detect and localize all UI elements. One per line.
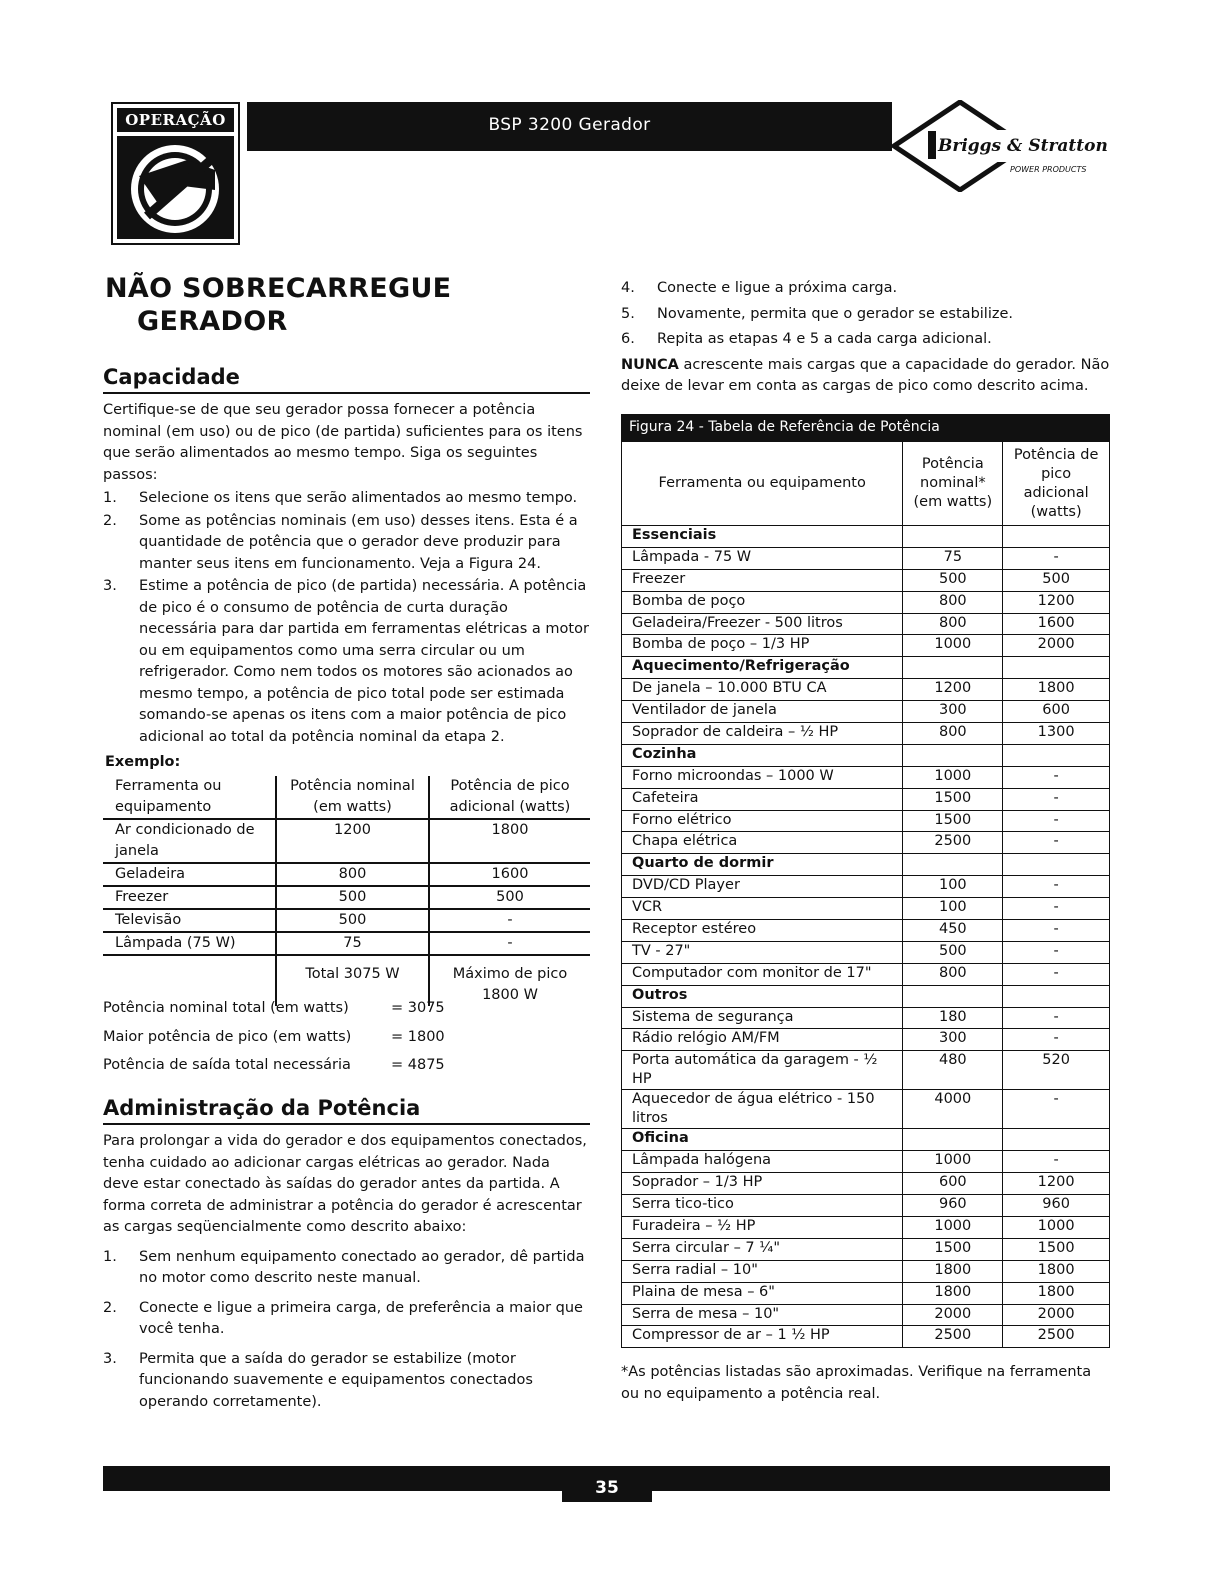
category-name: Aquecimento/Refrigeração <box>622 657 903 679</box>
table-cell: 1000 <box>903 1216 1003 1238</box>
table-cell: Geladeira <box>103 863 276 886</box>
category-name: Essenciais <box>622 526 903 548</box>
table-cell: 1800 <box>903 1260 1003 1282</box>
table-cell: - <box>1003 1090 1110 1129</box>
table-cell: 800 <box>903 613 1003 635</box>
list-text: Selecione os itens que serão alimentados ao mesmo tempo. <box>139 490 578 506</box>
list-item <box>103 1349 590 1414</box>
table-cell: 1000 <box>1003 1216 1110 1238</box>
table-cell: - <box>1003 832 1110 854</box>
table-row <box>622 701 1110 723</box>
table-row <box>622 679 1110 701</box>
list-text: Conecte e ligue a primeira carga, de preferência a maior que você tenha. <box>139 1299 583 1337</box>
list-text: Estime a potência de pico (de partida) necessária. A potência de pico é o consumo de potência de curta duração necessária para dar partida em ferramentas elétricas a motor ou em equipamentos como uma serra circular ou um refrigerador. Como nem todos os motores são acionados ao mesmo tempo, a potência de pico total pode ser estimada somando-se apenas os itens com a maior potência de pico adicional ao total da potência nominal da etapa 2. <box>139 578 589 745</box>
list-item <box>621 329 1110 351</box>
brand-sub: POWER PRODUCTS <box>1010 165 1087 174</box>
capacidade-intro: Certifique-se de que seu gerador possa fornecer a potência nominal (em uso) ou de pico (de partida) suficientes para os itens que serão alimentados ao mesmo tempo. Siga os seguintes passos: <box>103 402 583 483</box>
table-cell: Aquecedor de água elétrico - 150 litros <box>622 1090 903 1129</box>
list-text: Sem nenhum equipamento conectado ao gerador, dê partida no motor como descrito neste manual. <box>139 1248 585 1286</box>
category-row <box>622 854 1110 876</box>
table-cell: 1500 <box>1003 1238 1110 1260</box>
table-row <box>622 941 1110 963</box>
table-row <box>622 613 1110 635</box>
table-row <box>622 723 1110 745</box>
list-item <box>621 278 1110 300</box>
table-row <box>622 963 1110 985</box>
main-title-line2: GERADOR <box>137 306 288 337</box>
category-name: Oficina <box>622 1129 903 1151</box>
table-cell: - <box>507 935 513 951</box>
table-cell: Porta automática da garagem - ½ HP <box>622 1051 903 1090</box>
table-row <box>622 591 1110 613</box>
table-cell: - <box>1003 876 1110 898</box>
table-cell: Serra circular – 7 ¼" <box>622 1238 903 1260</box>
right-steps <box>621 278 1110 351</box>
administracao-heading: Administração da Potência <box>103 1096 590 1125</box>
table-cell: 1200 <box>1003 1173 1110 1195</box>
table-cell: Lâmpada (75 W) <box>103 932 276 955</box>
table-cell: 2500 <box>903 1326 1003 1348</box>
ex-header: Potência de pico adicional (watts) <box>449 778 571 815</box>
list-number: 1. <box>103 490 117 506</box>
table-cell: 800 <box>276 863 429 886</box>
table-cell: - <box>1003 1007 1110 1029</box>
table-row <box>622 810 1110 832</box>
table-row <box>622 1260 1110 1282</box>
table-cell: 1000 <box>903 1151 1003 1173</box>
table-cell: 1000 <box>903 766 1003 788</box>
table-row <box>103 819 590 863</box>
list-item <box>103 511 590 576</box>
table-cell: - <box>1003 898 1110 920</box>
administracao-section <box>103 1096 590 1421</box>
table-cell: 800 <box>903 591 1003 613</box>
list-item <box>103 1298 590 1341</box>
table-cell: - <box>507 912 513 928</box>
table-cell: 500 <box>903 941 1003 963</box>
table-cell: 500 <box>496 889 524 905</box>
table-cell: Forno elétrico <box>622 810 903 832</box>
list-number: 6. <box>621 331 635 347</box>
table-cell: - <box>1003 788 1110 810</box>
table-row <box>622 1029 1110 1051</box>
table-row <box>622 1304 1110 1326</box>
list-item <box>103 576 590 748</box>
summary-label: Potência nominal total (em watts) <box>103 1000 349 1016</box>
table-cell: 1600 <box>491 866 529 882</box>
table-cell: - <box>1003 920 1110 942</box>
ref-header-nominal: Potência nominal* (em watts) <box>903 442 1003 526</box>
table-cell: - <box>1003 1151 1110 1173</box>
brand-name: Briggs & Stratton <box>938 136 1108 156</box>
category-row <box>622 526 1110 548</box>
table-cell: Cafeteira <box>622 788 903 810</box>
summary-value: = 1800 <box>391 1028 445 1045</box>
table-cell: 600 <box>903 1173 1003 1195</box>
table-cell: Compressor de ar – 1 ½ HP <box>622 1326 903 1348</box>
table-cell: 4000 <box>903 1090 1003 1129</box>
list-text: Permita que a saída do gerador se estabilize (motor funcionando suavemente e equipamentos conectados operando corretamente). <box>139 1350 533 1410</box>
ex-max-pico: Máximo de pico 1800 W <box>452 966 568 1003</box>
table-cell: Receptor estéreo <box>622 920 903 942</box>
category-name: Outros <box>622 985 903 1007</box>
table-cell: Computador com monitor de 17" <box>622 963 903 985</box>
table-cell: Sistema de segurança <box>622 1007 903 1029</box>
table-cell: - <box>1003 766 1110 788</box>
table-cell: 500 <box>276 909 429 932</box>
table-cell: 1200 <box>276 819 429 863</box>
table-cell: 180 <box>903 1007 1003 1029</box>
table-cell: Furadeira – ½ HP <box>622 1216 903 1238</box>
table-row <box>622 920 1110 942</box>
exemplo-label: Exemplo: <box>105 754 181 770</box>
table-cell: 300 <box>903 701 1003 723</box>
summary-row <box>103 994 523 1023</box>
table-row <box>622 1282 1110 1304</box>
summary-row <box>103 1051 523 1080</box>
list-item <box>621 304 1110 326</box>
table-cell: Serra radial – 10" <box>622 1260 903 1282</box>
table-cell: Serra tico-tico <box>622 1195 903 1217</box>
list-text: Novamente, permita que o gerador se estabilize. <box>657 305 1013 322</box>
table-cell: - <box>1003 963 1110 985</box>
table-cell: Soprador – 1/3 HP <box>622 1173 903 1195</box>
table-cell: 2500 <box>1003 1326 1110 1348</box>
footnote: *As potências listadas são aproximadas. Verifique na ferramenta ou no equipamento a potência real. <box>621 1364 1092 1402</box>
ref-header-peak: Potência de pico adicional (watts) <box>1003 442 1110 526</box>
table-row <box>103 863 590 886</box>
exemplo-table <box>103 776 590 1006</box>
table-cell: Ventilador de janela <box>622 701 903 723</box>
table-row <box>622 788 1110 810</box>
table-cell: Lâmpada - 75 W <box>622 547 903 569</box>
table-cell: 500 <box>1003 569 1110 591</box>
list-text: Repita as etapas 4 e 5 a cada carga adicional. <box>657 331 992 347</box>
summary-value: = 4875 <box>391 1057 445 1073</box>
table-cell: Plaina de mesa – 6" <box>622 1282 903 1304</box>
table-cell: 1000 <box>903 635 1003 657</box>
table-cell: 1500 <box>903 810 1003 832</box>
table-cell: 960 <box>903 1195 1003 1217</box>
capacidade-steps <box>103 488 590 748</box>
table-row <box>622 635 1110 657</box>
table-cell: 450 <box>903 920 1003 942</box>
table-cell: 960 <box>1003 1195 1110 1217</box>
table-cell: 520 <box>1003 1051 1110 1090</box>
category-row <box>622 1129 1110 1151</box>
warning-text: acrescente mais cargas que a capacidade do gerador. Não deixe de levar em conta as cargas de pico como descrito acima. <box>621 356 1110 394</box>
table-row <box>103 932 590 955</box>
list-number: 2. <box>103 1299 117 1316</box>
table-cell: 800 <box>903 723 1003 745</box>
list-item <box>103 488 590 510</box>
table-cell: 1800 <box>1003 679 1110 701</box>
table-cell: VCR <box>622 898 903 920</box>
category-row <box>622 985 1110 1007</box>
table-row <box>103 909 590 932</box>
table-cell: - <box>1003 810 1110 832</box>
table-row <box>622 1195 1110 1217</box>
administracao-steps <box>103 1247 590 1414</box>
table-cell: Geladeira/Freezer - 500 litros <box>622 613 903 635</box>
table-cell: Bomba de poço – 1/3 HP <box>622 635 903 657</box>
list-number: 4. <box>621 280 635 296</box>
table-cell: Freezer <box>622 569 903 591</box>
table-cell: Bomba de poço <box>622 591 903 613</box>
table-cell: Freezer <box>103 886 276 909</box>
category-row <box>622 744 1110 766</box>
summary-label: Maior potência de pico (em watts) <box>103 1028 352 1045</box>
table-cell: 800 <box>903 963 1003 985</box>
nunca-warning <box>621 355 1110 398</box>
table-cell: 100 <box>903 898 1003 920</box>
table-row <box>622 832 1110 854</box>
list-item <box>103 1247 590 1290</box>
table-row <box>622 1326 1110 1348</box>
table-cell: 480 <box>903 1051 1003 1090</box>
list-text: Conecte e ligue a próxima carga. <box>657 280 898 296</box>
table-cell: 2000 <box>903 1304 1003 1326</box>
right-steps-block <box>621 278 1110 398</box>
table-row <box>622 1238 1110 1260</box>
administracao-intro: Para prolongar a vida do gerador e dos equipamentos conectados, tenha cuidado ao adicionar cargas elétricas ao gerador. Nada deve estar conectado às saídas do gerador antes da partida. A forma correta de administrar a potência do gerador é acrescentar as cargas seqüencialmente como descrito abaixo: <box>103 1133 587 1235</box>
table-cell: 2000 <box>1003 635 1110 657</box>
table-cell: DVD/CD Player <box>622 876 903 898</box>
table-cell: Ar condicionado de janela <box>103 819 276 863</box>
table-cell: 1800 <box>1003 1260 1110 1282</box>
capacidade-heading: Capacidade <box>103 365 590 394</box>
header-title: BSP 3200 Gerador <box>247 102 892 151</box>
list-number: 1. <box>103 1248 117 1265</box>
page-number: 35 <box>562 1466 652 1502</box>
table-row <box>622 1151 1110 1173</box>
table-cell: 2000 <box>1003 1304 1110 1326</box>
ref-header-equipment: Ferramenta ou equipamento <box>622 442 903 526</box>
table-cell: 75 <box>276 932 429 955</box>
table-cell: 1800 <box>491 822 529 838</box>
table-row <box>622 1216 1110 1238</box>
table-row <box>622 547 1110 569</box>
list-number: 3. <box>103 578 117 594</box>
briggs-stratton-logo <box>892 100 1112 192</box>
table-row <box>622 569 1110 591</box>
table-cell: 1600 <box>1003 613 1110 635</box>
table-cell: Chapa elétrica <box>622 832 903 854</box>
table-cell: 600 <box>1003 701 1110 723</box>
table-cell: Serra de mesa – 10" <box>622 1304 903 1326</box>
table-cell: - <box>1003 547 1110 569</box>
table-row <box>622 766 1110 788</box>
table-row <box>622 876 1110 898</box>
table-row <box>622 1173 1110 1195</box>
list-number: 2. <box>103 512 117 529</box>
table-cell: De janela – 10.000 BTU CA <box>622 679 903 701</box>
badge-label: OPERAÇÃO <box>117 108 234 132</box>
table-cell: - <box>1003 941 1110 963</box>
ex-header: Potência nominal (em watts) <box>276 776 429 819</box>
main-title <box>105 272 451 338</box>
capacidade-section <box>103 365 590 749</box>
list-text: Some as potências nominais (em uso) desses itens. Esta é a quantidade de potência que o gerador deve produzir para manter seus itens em funcionamento. Veja a Figura 24. <box>139 512 578 572</box>
table-cell: 1200 <box>1003 591 1110 613</box>
table-cell: 1800 <box>903 1282 1003 1304</box>
ex-header: Ferramenta ou equipamento <box>103 776 276 819</box>
category-name: Cozinha <box>622 744 903 766</box>
category-row <box>622 657 1110 679</box>
table-cell: 75 <box>903 547 1003 569</box>
table-cell: 1800 <box>1003 1282 1110 1304</box>
exemplo-summary <box>103 994 523 1080</box>
table-cell: TV - 27" <box>622 941 903 963</box>
category-name: Quarto de dormir <box>622 854 903 876</box>
table-row <box>622 1007 1110 1029</box>
table-cell: Televisão <box>103 909 276 932</box>
table-cell: 2500 <box>903 832 1003 854</box>
table-cell: 500 <box>903 569 1003 591</box>
table-cell: 1300 <box>1003 723 1110 745</box>
table-cell: 100 <box>903 876 1003 898</box>
table-cell: Forno microondas – 1000 W <box>622 766 903 788</box>
table-cell: Lâmpada halógena <box>622 1151 903 1173</box>
warning-bold: NUNCA <box>621 356 679 373</box>
table-cell: 500 <box>276 886 429 909</box>
list-number: 5. <box>621 305 635 322</box>
ex-total-nominal: Total 3075 W <box>276 955 429 1006</box>
main-title-line1: NÃO SOBRECARREGUE <box>105 273 452 304</box>
list-number: 3. <box>103 1350 117 1367</box>
table-cell: Rádio relógio AM/FM <box>622 1029 903 1051</box>
table-cell: - <box>1003 1029 1110 1051</box>
table-cell: 1500 <box>903 788 1003 810</box>
table-cell: 1200 <box>903 679 1003 701</box>
operation-badge <box>111 102 240 245</box>
table-row <box>622 898 1110 920</box>
summary-value: = 3075 <box>391 1000 445 1016</box>
table-cell: Soprador de caldeira – ½ HP <box>622 723 903 745</box>
table-row <box>622 1090 1110 1129</box>
table-cell: 300 <box>903 1029 1003 1051</box>
figure-title: Figura 24 - Tabela de Referência de Potência <box>621 414 1110 441</box>
summary-row <box>103 1023 523 1052</box>
table-row <box>103 886 590 909</box>
summary-label: Potência de saída total necessária <box>103 1057 351 1073</box>
table-cell: 1500 <box>903 1238 1003 1260</box>
power-reference-table <box>621 441 1110 1348</box>
table-row <box>622 1051 1110 1090</box>
hand-icon <box>117 136 234 239</box>
